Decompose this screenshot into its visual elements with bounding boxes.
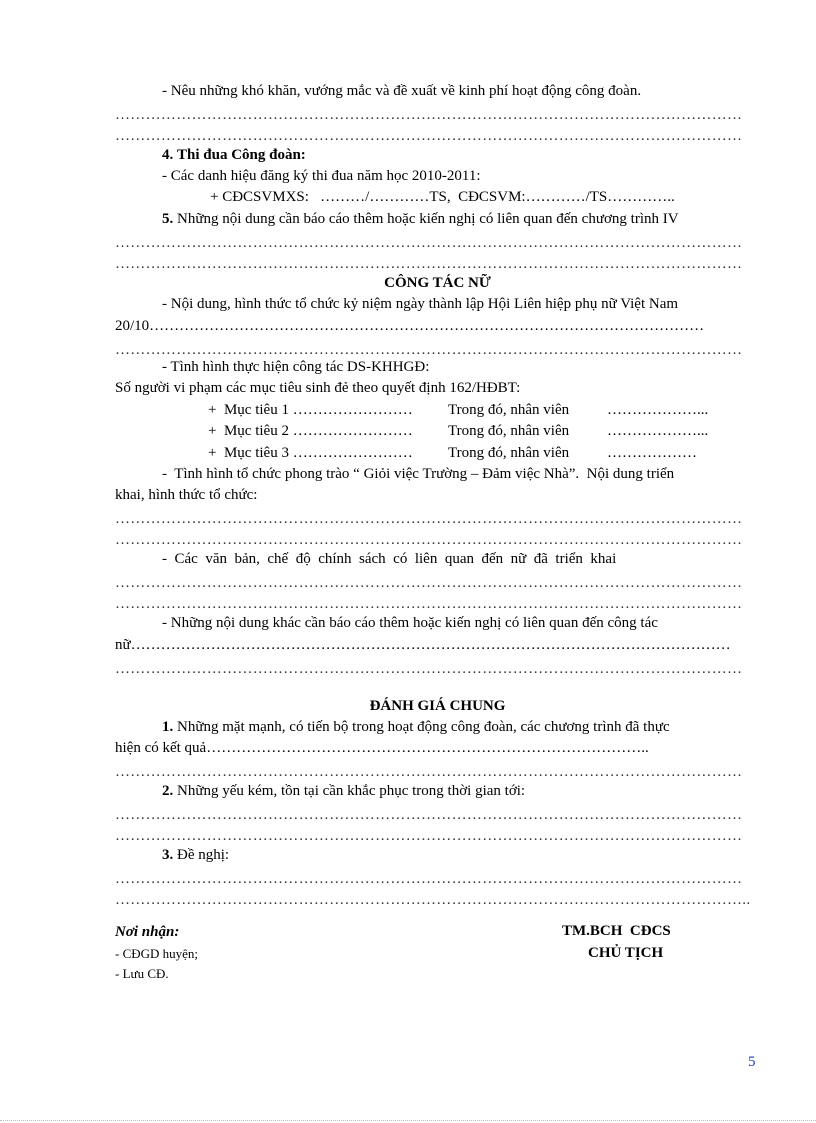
- item-number: 3.: [162, 847, 174, 863]
- item-number: 1.: [162, 719, 174, 735]
- text-line: - Tình hình tổ chức phong trào “ Giỏi việc Trường – Đảm việc Nhà”. Nội dung triển: [162, 466, 675, 482]
- heading-danh-gia-chung: ĐÁNH GIÁ CHUNG: [369, 698, 506, 714]
- signature-role: CHỦ TỊCH: [588, 945, 664, 961]
- dotted-line: ……………………………………………………………………………………………………………: [115, 107, 743, 123]
- text-line: khai, hình thức tổ chức:: [115, 487, 258, 503]
- text-line: - Các văn bản, chế độ chính sách có liên quan đến nữ đã triển khai: [162, 551, 617, 567]
- muc-tieu-tail: Trong đó, nhân viên: [448, 445, 570, 461]
- section-4-heading: [162, 146, 760, 164]
- text-line: nữ…………………………………………………………………………………………………………: [115, 637, 731, 653]
- dotted-line: ……………………………………………………………………………………………………………: [115, 256, 743, 272]
- text-line: - Tình hình thực hiện công tác DS-KHHGĐ:: [162, 359, 430, 375]
- dotted-line: ……………………………………………………………………………………………………………: [115, 871, 743, 887]
- muc-tieu-label: + Mục tiêu 3 ……………………: [208, 445, 413, 461]
- dotted-line: ……………………………………………………………………………………………………………: [115, 575, 743, 591]
- item-1: [162, 718, 760, 736]
- item-3: [162, 846, 760, 864]
- section-number: 4.: [162, 147, 174, 163]
- section-text: Những nội dung cần báo cáo thêm hoặc kiến nghị có liên quan đến chương trình IV: [177, 211, 679, 227]
- dotted-line: ……………………………………………………………………………………………………………: [115, 511, 743, 527]
- dotted-line: ……………………………………………………………………………………………………………: [115, 828, 743, 844]
- muc-tieu-fill: ………………: [607, 445, 697, 461]
- muc-tieu-label: + Mục tiêu 2 ……………………: [208, 423, 413, 439]
- section-5-heading: [162, 210, 760, 228]
- dotted-line: ……………………………………………………………………………………………………………..: [115, 892, 751, 908]
- page-bottom-divider: [0, 1120, 816, 1121]
- page-number: 5: [748, 1054, 756, 1070]
- noi-nhan-label: Nơi nhận:: [115, 924, 180, 940]
- text-line: hiện có kết quả……………………………………………………………………………..: [115, 740, 649, 756]
- item-number: 2.: [162, 783, 174, 799]
- muc-tieu-tail: Trong đó, nhân viên: [448, 402, 570, 418]
- text-line: - Những nội dung khác cần báo cáo thêm hoặc kiến nghị có liên quan đến công tác: [162, 615, 658, 631]
- heading-cong-tac-nu: CÔNG TÁC NỮ: [384, 275, 491, 291]
- item-text: Đề nghị:: [177, 847, 230, 863]
- muc-tieu-fill: ………………...: [607, 402, 709, 418]
- item-text: Những yếu kém, tồn tại cần khắc phục trong thời gian tới:: [177, 783, 526, 799]
- dotted-line: ……………………………………………………………………………………………………………: [115, 235, 743, 251]
- dotted-line: ……………………………………………………………………………………………………………: [115, 342, 743, 358]
- dotted-line: ……………………………………………………………………………………………………………: [115, 596, 743, 612]
- signature-title: TM.BCH CĐCS: [562, 923, 671, 939]
- dotted-line: ……………………………………………………………………………………………………………: [115, 532, 743, 548]
- text-line: - Các danh hiệu đăng ký thi đua năm học 2010-2011:: [162, 168, 481, 184]
- text-line: - Nội dung, hình thức tổ chức kỷ niệm ngày thành lập Hội Liên hiệp phụ nữ Việt Nam: [162, 296, 679, 312]
- item-2: [162, 782, 760, 800]
- text-line: - Nêu những khó khăn, vướng mắc và đề xuất về kinh phí hoạt động công đoàn.: [162, 83, 642, 99]
- section-number: 5.: [162, 211, 174, 227]
- item-text: Những mặt mạnh, có tiến bộ trong hoạt động công đoàn, các chương trình đã thực: [177, 719, 670, 735]
- dotted-line: ……………………………………………………………………………………………………………: [115, 128, 743, 144]
- text-line: + CĐCSVMXS: ………/…………TS, CĐCSVM:…………/TS…………..: [210, 189, 675, 205]
- muc-tieu-fill: ………………...: [607, 423, 709, 439]
- dotted-line: ……………………………………………………………………………………………………………: [115, 764, 743, 780]
- recipient-item: - Lưu CĐ.: [115, 966, 169, 981]
- muc-tieu-label: + Mục tiêu 1 ……………………: [208, 402, 413, 418]
- dotted-line: ……………………………………………………………………………………………………………: [115, 661, 743, 677]
- recipient-item: - CĐGD huyện;: [115, 946, 199, 961]
- muc-tieu-tail: Trong đó, nhân viên: [448, 423, 570, 439]
- text-line: Số người vi phạm các mục tiêu sinh đẻ theo quyết định 162/HĐBT:: [115, 380, 521, 396]
- section-title: Thi đua Công đoàn:: [177, 147, 306, 163]
- dotted-line: ……………………………………………………………………………………………………………: [115, 807, 743, 823]
- text-line: 20/10…………………………………………………………………………………………………: [115, 318, 705, 334]
